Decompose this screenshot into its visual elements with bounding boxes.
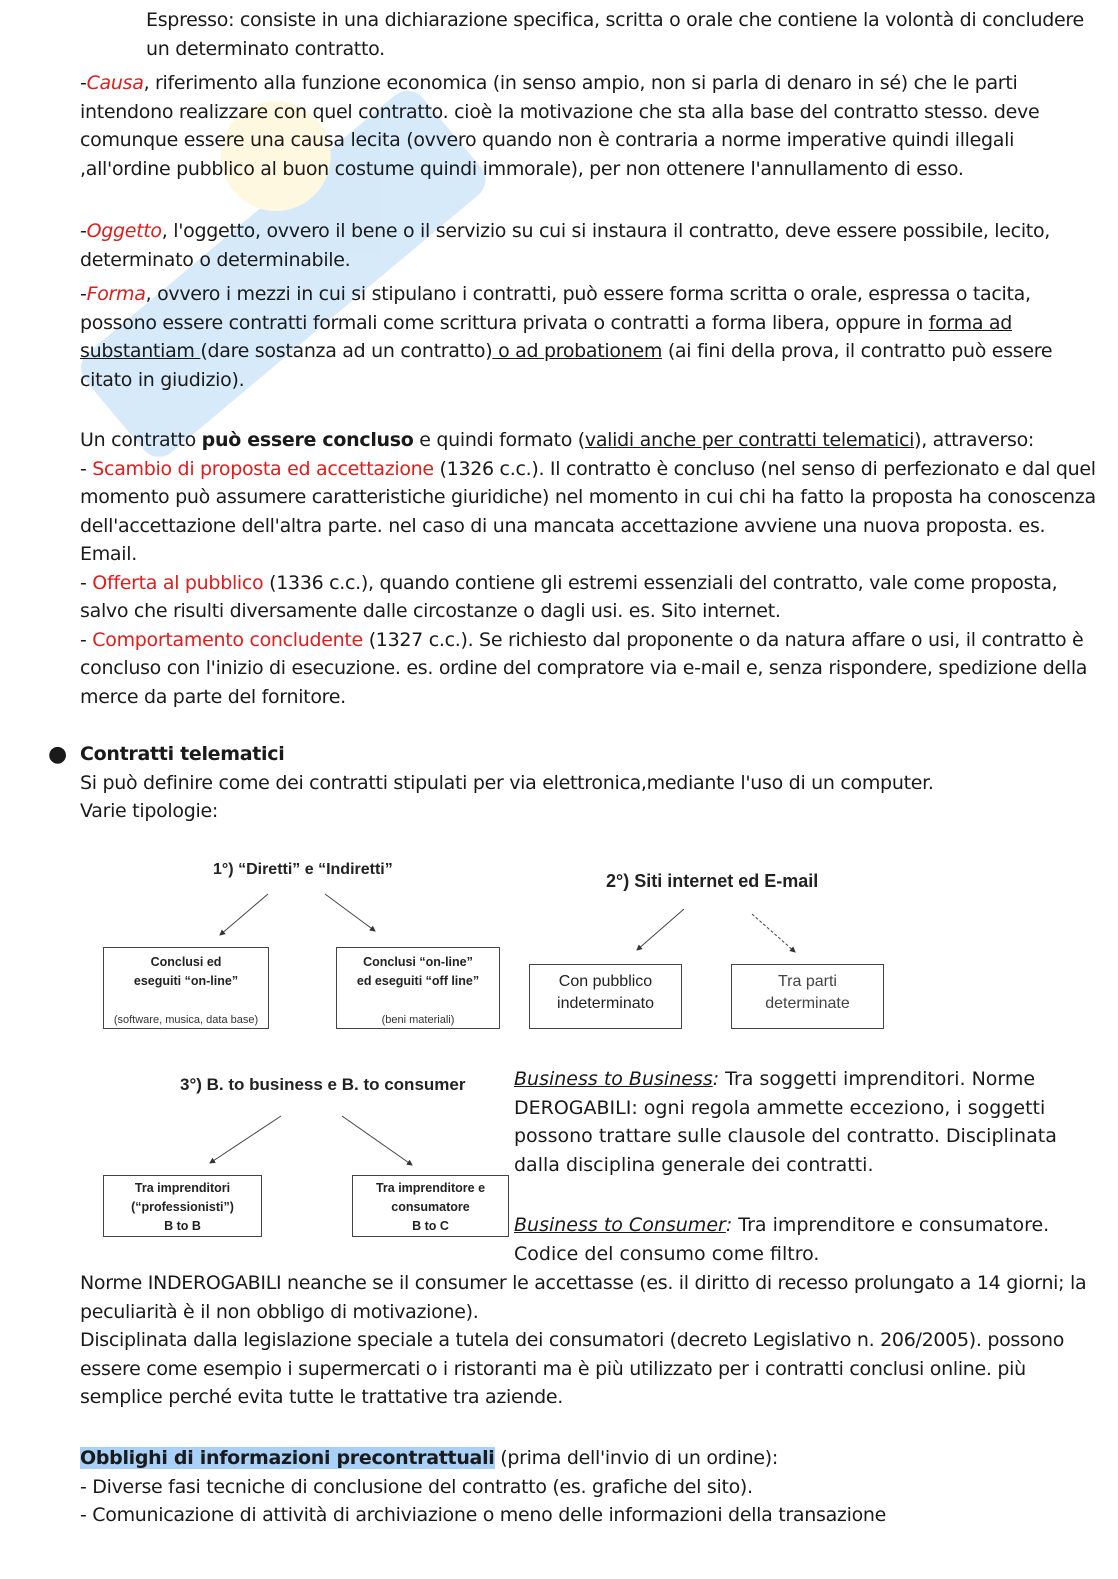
telematici-definition: Si può definire come dei contratti stipulati per via elettronica,mediante l'uso di un computer.	[80, 771, 934, 794]
b2c-term: Business to Consumer	[514, 1214, 726, 1236]
box-line: Tra imprenditori	[134, 1181, 231, 1195]
lead-text: Un contratto	[80, 429, 202, 451]
b2b-description	[514, 1065, 1094, 1179]
forma-substantiam: forma ad substantiam	[80, 311, 1013, 362]
diagram1-box-left	[103, 947, 269, 1029]
box-line: B to C	[412, 1219, 449, 1233]
box-line: Conclusi “on-line”	[363, 955, 473, 969]
box-line: determinate	[765, 995, 850, 1012]
b2b-term: Business to Business	[514, 1068, 713, 1090]
espresso-text: Espresso: consiste in una dichiarazione specifica, scritta o orale che contiene la volontà di concludere un determinato contratto.	[146, 9, 1084, 60]
item-prefix: -	[80, 628, 93, 651]
box-line: Tra parti	[778, 973, 837, 990]
obblighi-item: - Comunicazione di attività di archiviazione o meno delle informazioni della transazione	[80, 1504, 887, 1526]
lead-end: ), attraverso:	[914, 429, 1035, 451]
obblighi-heading-row	[80, 1444, 1100, 1473]
arrow-d2-left	[637, 909, 684, 950]
diagram2-box-right	[731, 964, 884, 1029]
item-prefix: -	[80, 571, 93, 594]
diagram2-title: 2°) Siti internet ed E-mail	[606, 871, 819, 891]
item-text: (1326 c.c.). Il contratto è concluso (nel senso di perfezionato e dal quel momento può assumere caratteristiche giuridiche) nel momento in cui chi ha fatto la proposta ha conoscenza dell'accettazione dell'altra parte. nel caso di una mancata accettazione avviene una nuova proposta. es. Email.	[80, 457, 1096, 565]
formation-item	[80, 455, 1100, 569]
arrow-d3-right	[342, 1116, 412, 1165]
diagram3-box-left	[103, 1175, 262, 1237]
term-forma: Forma	[86, 283, 146, 305]
obblighi-heading-tail: (prima dell'invio di un ordine):	[494, 1447, 778, 1469]
item-term: Offerta al pubblico	[92, 571, 264, 594]
formation-item	[80, 569, 1100, 626]
causa-text: , riferimento alla funzione economica (in senso ampio, non si parla di denaro in sé) che le parti intendono realizzare con quel contratto. cioè la motivazione che sta alla base del contratto stesso. deve comunque essere una causa lecita (ovvero quando non è contraria a norme imperative quindi illegali ,all'ordine pubblico al buon costume quindi immorale), per non ottenere l'annullamento di esso.	[80, 72, 1040, 180]
arrow-d2-right	[752, 914, 795, 952]
box-line: (“professionisti”)	[131, 1200, 234, 1214]
box-line: eseguiti “on-line”	[133, 974, 239, 988]
lead-mid: e quindi formato (	[413, 429, 585, 451]
arrow-d3-left	[210, 1116, 281, 1163]
item-term: Scambio di proposta ed accettazione	[92, 457, 434, 480]
arrow-d1-right	[325, 894, 375, 931]
item-term: Comportamento concludente	[92, 628, 363, 651]
lead-bold: può essere concluso	[201, 429, 414, 451]
element-forma: -Forma, ovvero i mezzi in cui si stipulano i contratti, può essere forma scritta o orale, espressa o tacita, possono essere contratti formali come scrittura privata o contratti a forma libera, oppure in forma ad substantiam (dare sostanza ad un contratto) o ad probationem (ai fini della prova, il contratto può essere citato in giudizio).	[80, 283, 1053, 391]
box-line: indeterminato	[557, 995, 654, 1012]
obblighi-heading: Obblighi di informazioni precontrattuali	[80, 1447, 495, 1469]
term-causa: Causa	[86, 72, 144, 94]
diagram2-box-left	[529, 964, 682, 1029]
b2c-colon: :	[725, 1214, 733, 1236]
item-text: (1327 c.c.). Se richiesto dal proponente o da natura affare o usi, il contratto è concluso con l'inizio di esecuzione. es. ordine del compratore via e-mail e, senza rispondere, spedizione della merce da parte del fornitore.	[80, 628, 1088, 708]
forma-end: (ai fini della prova, il contratto può essere citato in giudizio).	[80, 340, 1053, 391]
box-line: Tra imprenditore e	[375, 1181, 486, 1195]
diagram3-box-right	[352, 1175, 509, 1237]
formation-lead	[80, 426, 1100, 455]
box-note: (software, musica, data base)	[113, 1014, 259, 1026]
b2c-legislation: Disciplinata dalla legislazione speciale a tutela dei consumatori (decreto Legislativo n. 206/2005). possono essere come esempio i supermercati o i ristoranti ma è più utilizzato per i contratti conclusi online. più semplice perché evita tutte le trattative tra aziende.	[80, 1329, 1065, 1408]
b2c-text: Tra imprenditore e consumatore. Codice del consumo come filtro.	[514, 1214, 1050, 1265]
paragraph-espresso	[146, 6, 1086, 63]
box-line: ed eseguiti “off line”	[356, 974, 480, 988]
diagram3-title: 3°) B. to business e B. to consumer	[180, 1075, 466, 1094]
item-prefix: -	[80, 457, 93, 480]
oggetto-text: , l'oggetto, ovvero il bene o il servizio su cui si instaura il contratto, deve essere possibile, lecito, determinato o determinabile.	[80, 220, 1051, 271]
term-oggetto: Oggetto	[86, 220, 162, 242]
obblighi-item: - Diverse fasi tecniche di conclusione del contratto (es. grafiche del sito).	[80, 1475, 753, 1498]
item-text: (1336 c.c.), quando contiene gli estremi essenziali del contratto, vale come proposta, salvo che risulti diversamente dalle circostanze o dagli usi. es. Sito internet.	[80, 571, 1058, 622]
box-note: (beni materiali)	[381, 1014, 455, 1026]
box-line: B to B	[164, 1219, 201, 1233]
forma-probationem: o ad probationem	[492, 340, 663, 362]
box-line: Conclusi ed	[150, 955, 222, 969]
lead-underlined: validi anche per contratti telematici	[584, 429, 915, 451]
element-causa: -Causa, riferimento alla funzione economica (in senso ampio, non si parla di denaro in sé) che le parti intendono realizzare con quel contratto. cioè la motivazione che sta alla base del contratto stesso. deve comunque essere una causa lecita (ovvero quando non è contraria a norme imperative quindi illegali ,all'ordine pubblico al buon costume quindi immorale), per non ottenere l'annullamento di esso.	[80, 72, 1040, 180]
forma-text: , ovvero i mezzi in cui si stipulano i contratti, può essere forma scritta o orale, espressa o tacita, possono essere contratti formali come scrittura privata o contratti a forma libera, oppure in	[80, 283, 1031, 334]
box-line: consumatore	[391, 1200, 470, 1214]
formation-item	[80, 626, 1100, 712]
formation-section	[80, 426, 1100, 711]
b2c-norms: Norme INDEROGABILI neanche se il consumer le accettasse (es. il diritto di recesso prolungato a 14 giorni; la peculiarità è il non obbligo di motivazione).	[80, 1272, 1087, 1323]
diagram1-box-right	[336, 947, 500, 1029]
telematici-types-label: Varie tipologie:	[80, 800, 218, 822]
telematici-section	[80, 740, 1100, 826]
arrow-d1-left	[220, 894, 268, 935]
element-oggetto: -Oggetto, l'oggetto, ovvero il bene o il servizio su cui si instaura il contratto, deve essere possibile, lecito, determinato o determinabile.	[80, 220, 1051, 271]
telematici-heading: Contratti telematici	[80, 743, 285, 765]
b2b-text: Tra soggetti imprenditori. Norme DEROGABILI: ogni regola ammette ecceziono, i soggetti possono trattare sulle clausole del contratto. Disciplinata dalla disciplina generale dei contratti.	[514, 1068, 1057, 1176]
diagram1-title: 1°) “Diretti” e “Indiretti”	[213, 861, 393, 878]
box-line: Con pubblico	[558, 973, 653, 990]
obblighi-section	[80, 1444, 1100, 1530]
b2b-colon: :	[712, 1068, 720, 1090]
bullet-icon: ●	[48, 742, 68, 767]
b2c-continued	[80, 1269, 1100, 1412]
forma-mid: (dare sostanza ad un contratto)	[200, 340, 493, 362]
b2c-description	[514, 1211, 1094, 1268]
